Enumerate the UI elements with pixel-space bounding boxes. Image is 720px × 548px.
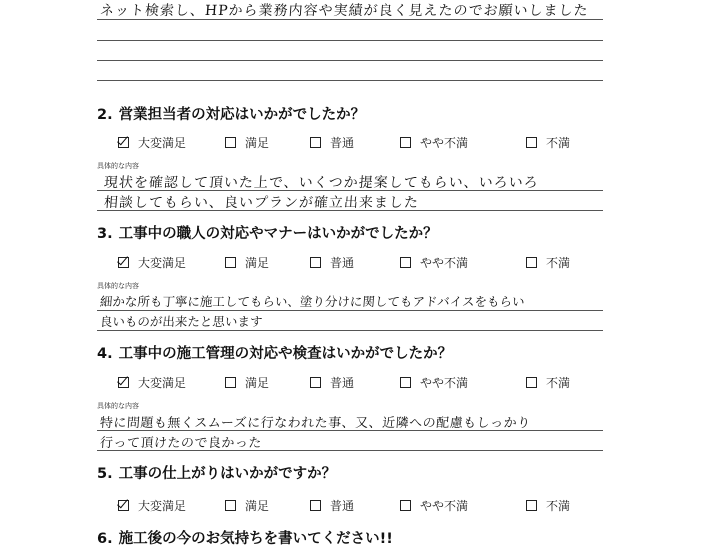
checkbox-checked[interactable] [118, 377, 129, 388]
checkbox[interactable] [225, 377, 236, 388]
question-text: 施工後の今のお気持ちを書いてください!! [118, 531, 393, 547]
question-6 [97, 527, 393, 548]
q4-answer-line-1: 特に問題も無くスムーズに行なわれた事、又、近隣への配慮もしっかり [99, 416, 532, 431]
detail-label: 具体的な内容 [97, 162, 139, 170]
checkbox-checked[interactable] [118, 137, 129, 148]
question-number: 2. [97, 107, 113, 123]
checkbox[interactable] [225, 257, 236, 268]
answer-rule [97, 430, 603, 431]
q3-answer-line-1: 細かな所も丁寧に施工してもらい、塗り分けに関してもアドバイスをもらい [99, 294, 526, 309]
answer-rule [97, 450, 603, 451]
option-somewhat-dissatisfied[interactable]: やや不満 [400, 134, 468, 151]
option-very-satisfied[interactable]: 大変満足 [118, 134, 186, 151]
question-3 [97, 222, 438, 243]
option-dissatisfied[interactable]: 不満 [526, 497, 570, 514]
question-text: 工事の仕上がりはいかがですか？ [118, 466, 337, 482]
question-2 [97, 103, 365, 124]
answer-rule [97, 60, 603, 61]
question-4 [97, 342, 452, 363]
question-text: 工事中の施工管理の対応や検査はいかがでしたか？ [118, 346, 453, 362]
detail-label: 具体的な内容 [97, 402, 139, 410]
rating-options-q5 [118, 497, 588, 513]
option-satisfied[interactable]: 満足 [225, 374, 269, 391]
answer-rule [97, 330, 603, 331]
question-number: 6. [97, 531, 113, 547]
question-text: 工事中の職人の対応やマナーはいかがでしたか？ [118, 226, 438, 242]
option-dissatisfied[interactable]: 不満 [526, 134, 570, 151]
checkbox[interactable] [526, 377, 537, 388]
answer-rule [97, 210, 603, 211]
option-dissatisfied[interactable]: 不満 [526, 254, 570, 271]
checkbox[interactable] [225, 137, 236, 148]
option-somewhat-dissatisfied[interactable]: やや不満 [400, 374, 468, 391]
option-satisfied[interactable]: 満足 [225, 497, 269, 514]
option-very-satisfied[interactable]: 大変満足 [118, 254, 186, 271]
option-satisfied[interactable]: 満足 [225, 134, 269, 151]
question-text: 営業担当者の対応はいかがでしたか？ [118, 107, 366, 123]
q2-answer-line-1: 現状を確認して頂いた上で、いくつか提案してもらい、いろいろ [103, 175, 540, 191]
option-somewhat-dissatisfied[interactable]: やや不満 [400, 497, 468, 514]
rating-options-q4 [118, 374, 588, 390]
option-very-satisfied[interactable]: 大変満足 [118, 374, 186, 391]
rating-options-q2 [118, 134, 588, 150]
checkbox[interactable] [400, 137, 411, 148]
checkbox[interactable] [310, 377, 321, 388]
checkbox[interactable] [400, 257, 411, 268]
q2-answer-line-2: 相談してもらい、良いプランが確立出来ました [103, 195, 420, 211]
checkbox[interactable] [225, 500, 236, 511]
checkbox[interactable] [400, 500, 411, 511]
option-dissatisfied[interactable]: 不満 [526, 374, 570, 391]
question-number: 3. [97, 226, 113, 242]
checkbox[interactable] [526, 257, 537, 268]
option-very-satisfied[interactable]: 大変満足 [118, 497, 186, 514]
answer-rule [97, 310, 603, 311]
rating-options-q3 [118, 254, 588, 270]
detail-label: 具体的な内容 [97, 282, 139, 290]
option-satisfied[interactable]: 満足 [225, 254, 269, 271]
checkbox[interactable] [526, 137, 537, 148]
checkbox-checked[interactable] [118, 257, 129, 268]
question-number: 5. [97, 466, 113, 482]
question-number: 4. [97, 346, 113, 362]
answer-rule [97, 190, 603, 191]
prev-answer-line-1: ネット検索し、HPから業務内容や実績が良く見えたのでお願いしました [99, 3, 590, 19]
checkbox[interactable] [400, 377, 411, 388]
checkbox-checked[interactable] [118, 500, 129, 511]
answer-rule [97, 80, 603, 81]
question-5 [97, 462, 336, 483]
checkbox[interactable] [310, 137, 321, 148]
option-neutral[interactable]: 普通 [310, 497, 354, 514]
option-somewhat-dissatisfied[interactable]: やや不満 [400, 254, 468, 271]
answer-rule [97, 19, 603, 20]
option-neutral[interactable]: 普通 [310, 254, 354, 271]
q3-answer-line-2: 良いものが出来たと思います [99, 314, 264, 329]
answer-rule [97, 40, 603, 41]
checkbox[interactable] [526, 500, 537, 511]
option-neutral[interactable]: 普通 [310, 134, 354, 151]
checkbox[interactable] [310, 500, 321, 511]
checkbox[interactable] [310, 257, 321, 268]
option-neutral[interactable]: 普通 [310, 374, 354, 391]
q4-answer-line-2: 行って頂けたので良かった [99, 436, 263, 451]
